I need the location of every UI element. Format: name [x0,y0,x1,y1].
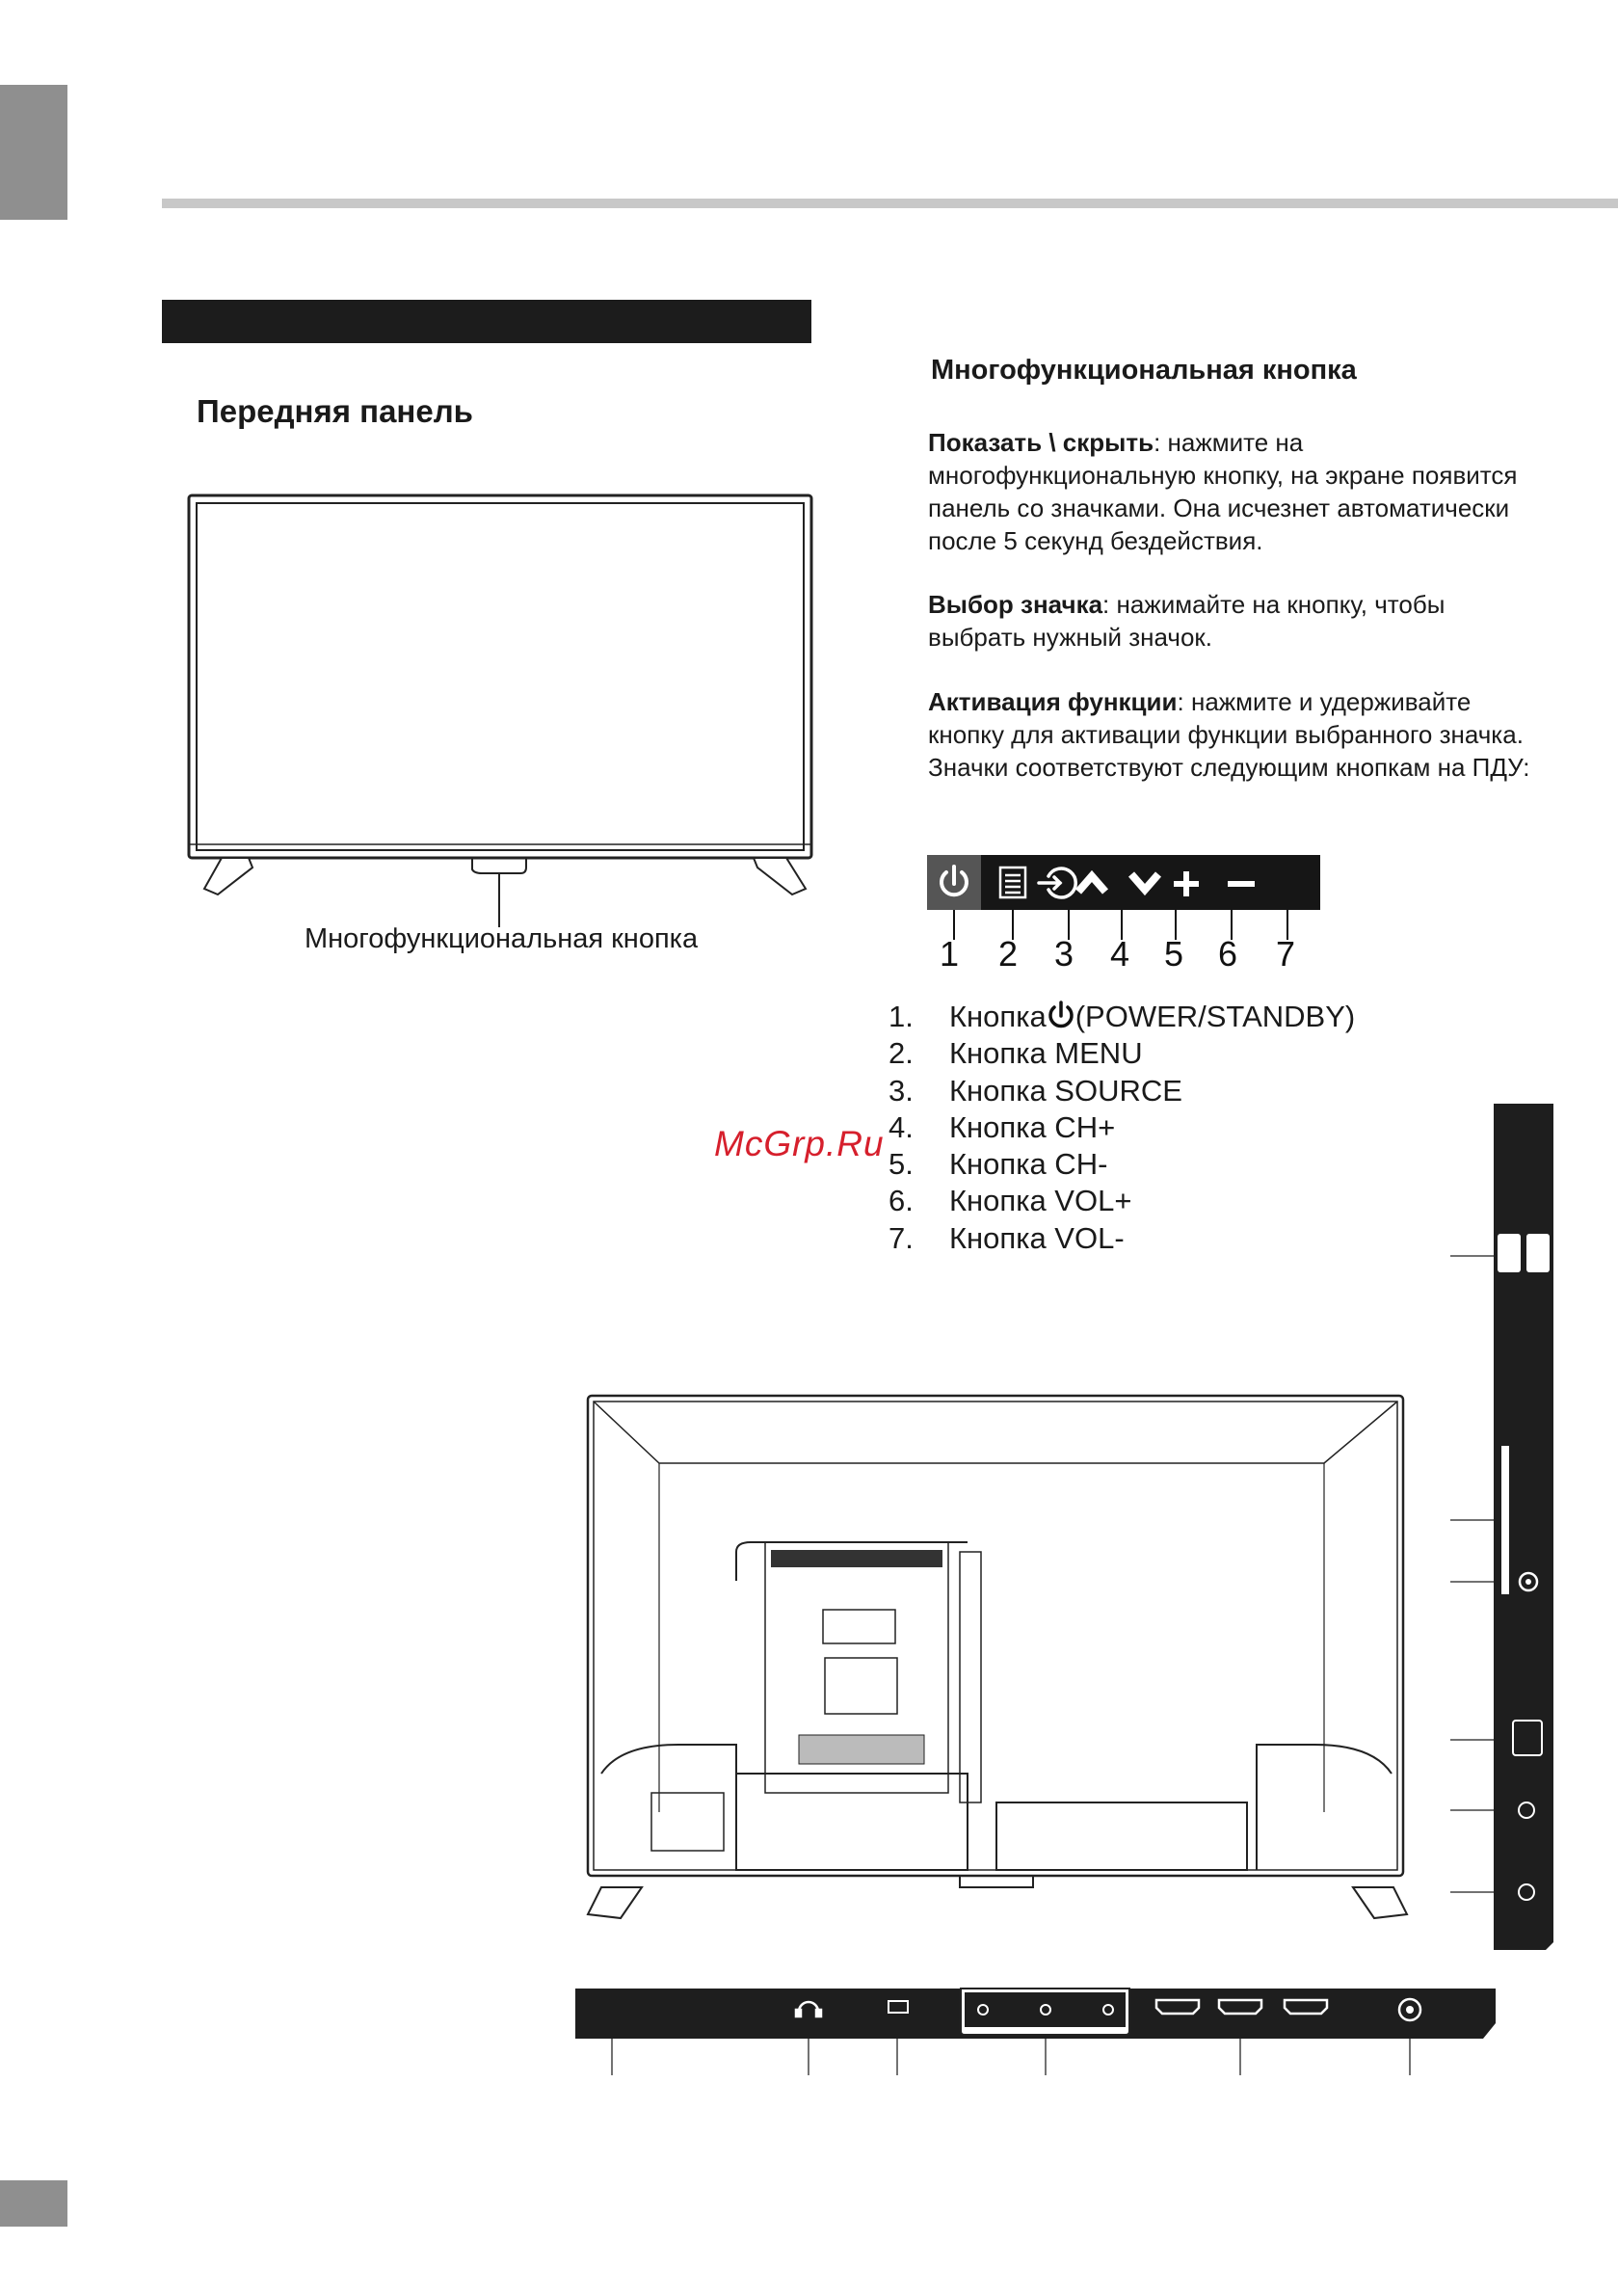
icon-number: 3 [1054,934,1074,974]
tv-rear-illustration [582,1388,1411,1928]
icon-number: 7 [1276,934,1296,974]
multifunction-button-caption: Многофункциональная кнопка [305,923,699,954]
section-heading-bar [162,300,811,343]
list-item: 2. Кнопка MENU [889,1036,1143,1071]
list-item: 7. Кнопка VOL- [889,1220,1125,1255]
list-item: 1. Кнопка (POWER/STANDBY) [889,1000,1356,1033]
select-icon-paragraph [928,588,1545,654]
power-icon [1047,999,1075,1031]
icon-number: 4 [1110,934,1130,974]
list-item: 6. Кнопка VOL+ [889,1184,1132,1218]
show-hide-label: Показать \ скрыть [928,428,1154,457]
icon-number: 5 [1164,934,1184,974]
icon-number: 1 [940,934,960,974]
header-rule [162,199,1618,208]
bottom-connector-panel [575,1989,1500,2075]
select-icon-text: : нажимайте на кнопку, чтобы выбрать нужный значок. [928,590,1446,652]
activate-label: Активация функции [928,687,1178,716]
icon-number: 2 [998,934,1019,974]
button-list [889,999,1355,1257]
icon-number: 6 [1218,934,1238,974]
list-item: 5. Кнопка CH- [889,1147,1108,1182]
side-tab-top [0,85,67,220]
side-connector-panel [1446,1104,1618,1952]
activate-paragraph [928,685,1545,784]
select-icon-label: Выбор значка [928,590,1103,619]
watermark: McGrp.Ru [714,1124,885,1163]
show-hide-text: : нажмите на многофункциональную кнопку, на экране появится панель со значками. Она исчезнет автоматически после 5 секунд бездействия. [928,428,1518,555]
list-item: 3. Кнопка SOURCE [889,1073,1182,1108]
list-item: 4. Кнопка CH+ [889,1109,1116,1144]
front-panel-heading: Передняя панель [197,393,473,429]
show-hide-paragraph [928,426,1545,557]
multifunction-heading: Многофункциональная кнопка [931,355,1357,386]
icon-panel [927,855,1320,942]
icon-numbers [927,934,1313,976]
side-tab-bottom [0,2180,67,2227]
tv-front-illustration [183,492,819,906]
activate-text: : нажмите и удерживайте кнопку для активации функции выбранного значка. Значки соответствуют следующим кнопкам на ПДУ: [928,687,1530,782]
